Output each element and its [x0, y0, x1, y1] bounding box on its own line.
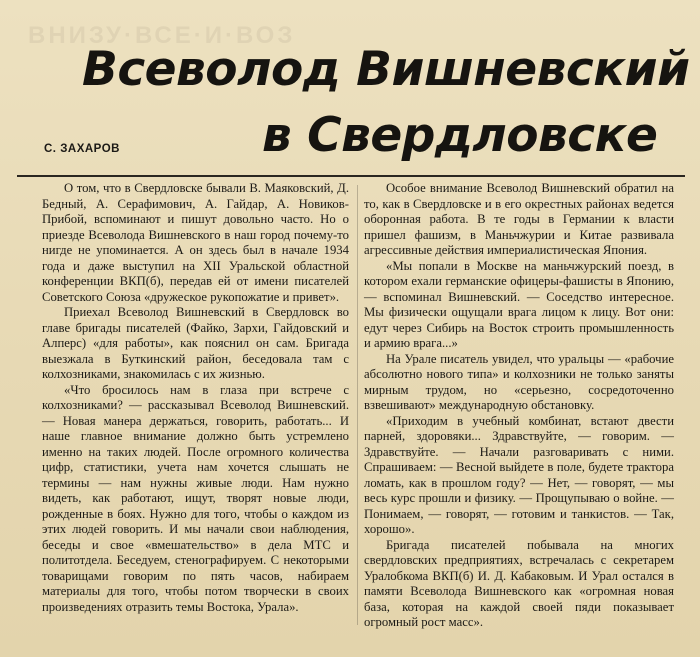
- paragraph: «Приходим в учебный комбинат, встают двести парней, здоровяки... Здравствуйте, — говорим. — Здравствуйте. — Начали разговаривать с ними. Спрашиваем: — Весной выйдете в поле, будете трактора ломать, как в прошлом году? — Нет, — говорят, — мы весь курс прошли и физику. — Прощупываю о войне. — Понимаем, — говорят, — готовим и танкистов. — Так, хорошо».: [364, 413, 674, 536]
- article-title-line-1: Всеволод Вишневский: [82, 42, 690, 97]
- bleed-through-text: ВНИЗУ·ВСЕ·И·ВОЗ: [28, 22, 296, 49]
- article-title-line-2: в Свердловске: [262, 108, 658, 163]
- paragraph: Приехал Всеволод Вишневский в Свердловск во главе бригады писателей (Файко, Зархи, Гайдовский и Алперс) «для работы», как пояснил он сам. Бригада выезжала в Буткинский район, беседовала там с колхозниками, знакомилась с их жизнью.: [42, 305, 349, 381]
- paragraph: Особое внимание Всеволод Вишневский обратил на то, как в Свердловске и в его окрестных районах ведется оборонная работа. В те годы в Германии к власти пришел фашизм, в Маньчжурии и Китае развивала агрессивные действия империалистическая Япония.: [364, 181, 674, 257]
- paragraph: «Что бросилось нам в глаза при встрече с колхозниками? — рассказывал Всеволод Вишневский. — Новая манера держаться, говорить, работать... И наше главное внимание должно быть устремлено именно на таких людей. После огромного количества цифр, статистики, учета нам хочется слышать не термины — нам нужны живые люди. Нам нужно видеть, как работают, ищут, творят новые люди, рожденные в боях. Нужно для того, чтобы о каждом из этих людей говорить. И мы начали свои наблюдения, беседы и свое «вмешательство» в дела МТС и политотдела. Беседуем, стенографируем. С некоторыми товарищами говорим по пять часов, набираем материалы для того, чтобы потом творчески в своих произведениях отразить темы Востока, Урала».: [42, 382, 349, 614]
- paragraph: «Мы попали в Москве на маньчжурский поезд, в котором ехали германские офицеры-фашисты в Японию, — вспоминал Вишневский. — Соседство интересное. Мы физически ощущали врага лицом к лицу. Вот они: едут через Сибирь на Восток строить промышленность и армию врага...»: [364, 258, 674, 350]
- column-divider: [357, 185, 358, 625]
- paragraph: Бригада писателей побывала на многих свердловских предприятиях, встречалась с секретарем Уралобкома ВКП(б) И. Д. Кабаковым. И Урал остался в памяти Всеволода Вишневского как «огромная новая база, которая на каждой своей пяди показывает огромный рост масс».: [364, 537, 674, 629]
- title-divider: [17, 175, 685, 177]
- left-column: [42, 181, 349, 615]
- author-byline: С. ЗАХАРОВ: [44, 143, 120, 155]
- right-column: [364, 181, 674, 631]
- paragraph: О том, что в Свердловске бывали В. Маяковский, Д. Бедный, А. Серафимович, А. Гайдар, А. Новиков-Прибой, вспоминают и пишут довольно часто. Но о приезде Всеволода Вишневского в наш город почему-то нигде не упоминается. А он здесь был в начале 1934 года и даже выступил на XII Уральской областной конференции ВКП(б), передав ей от имени писателей Советского Союза «дружеское рукопожатие и привет».: [42, 181, 349, 304]
- paragraph: На Урале писатель увидел, что уральцы — «рабочие абсолютно нового типа» и колхозники не только заняты мирным трудом, но «серьезно, сосредоточенно взвешивают» международную обстановку.: [364, 351, 674, 412]
